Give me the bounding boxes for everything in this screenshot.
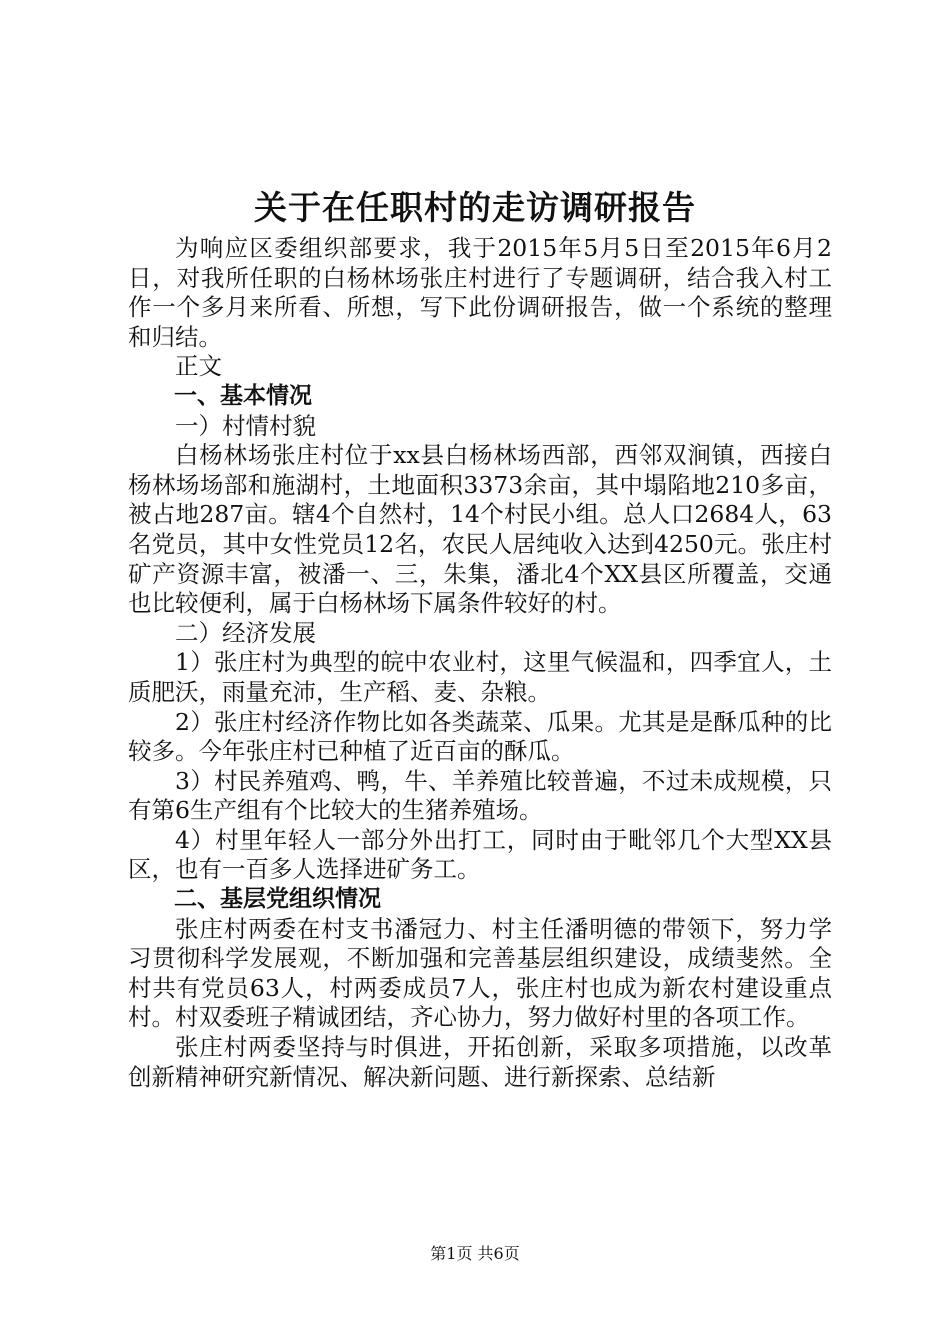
paragraph-intro: 为响应区委组织部要求，我于2015年5月5日至2015年6月2日，对我所任职的白杨林场张庄村进行了专题调研，结合我入村工作一个多月来所看、所想，写下此份调研报告，做一个系统的整理和归结。 [128,234,832,351]
paragraph-economy-1: 1）张庄村为典型的皖中农业村，这里气候温和，四季宜人，土质肥沃，雨量充沛，生产稻、麦、杂粮。 [128,648,832,706]
paragraph-party-2: 张庄村两委坚持与时俱进，开拓创新，采取多项措施，以改革创新精神研究新情况、解决新问题、进行新探索、总结新 [128,1033,832,1091]
paragraph-village-overview: 白杨林场张庄村位于xx县白杨林场西部，西邻双涧镇，西接白杨林场场部和施湖村，土地面积3373余亩，其中塌陷地210多亩，被占地287亩。辖4个自然村，14个村民小组。总人口2684人，63名党员，其中女性党员12名，农民人居纯收入达到4250元。张庄村矿产资源丰富，被潘一、三，朱集，潘北4个XX县区所覆盖，交通也比较便利，属于白杨林场下属条件较好的村。 [128,441,832,618]
paragraph-zhengwen: 正文 [175,352,222,381]
paragraph-economy-4: 4）村里年轻人一部分外出打工，同时由于毗邻几个大型XX县区，也有一百多人选择进矿务工。 [128,825,832,884]
page-number-footer: 第1页 共6页 [430,1244,520,1263]
section-heading-party-organization: 二、基层党组织情况 [174,886,381,913]
paragraph-economy-2: 2）张庄村经济作物比如各类蔬菜、瓜果。尤其是是酥瓜种的比较多。今年张庄村已种植了近百亩的酥瓜。 [128,707,832,766]
subheading-economic-development: 二）经济发展 [175,618,316,647]
subheading-village-overview: 一）村情村貌 [175,411,316,440]
section-heading-basic-situation: 一、基本情况 [174,382,312,409]
paragraph-party-1: 张庄村两委在村支书潘冠力、村主任潘明德的带领下，努力学习贯彻科学发展观，不断加强和完善基层组织建设，成绩斐然。全村共有党员63人，村两委成员7人，张庄村也成为新农村建设重点村。村双委班子精诚团结，齐心协力，努力做好村里的各项工作。 [128,914,832,1032]
document-title: 关于在任职村的走访调研报告 [254,188,696,227]
paragraph-economy-3: 3）村民养殖鸡、鸭，牛、羊养殖比较普遍，不过未成规模，只有第6生产组有个比较大的生猪养殖场。 [128,766,832,825]
document-body [128,234,832,1092]
